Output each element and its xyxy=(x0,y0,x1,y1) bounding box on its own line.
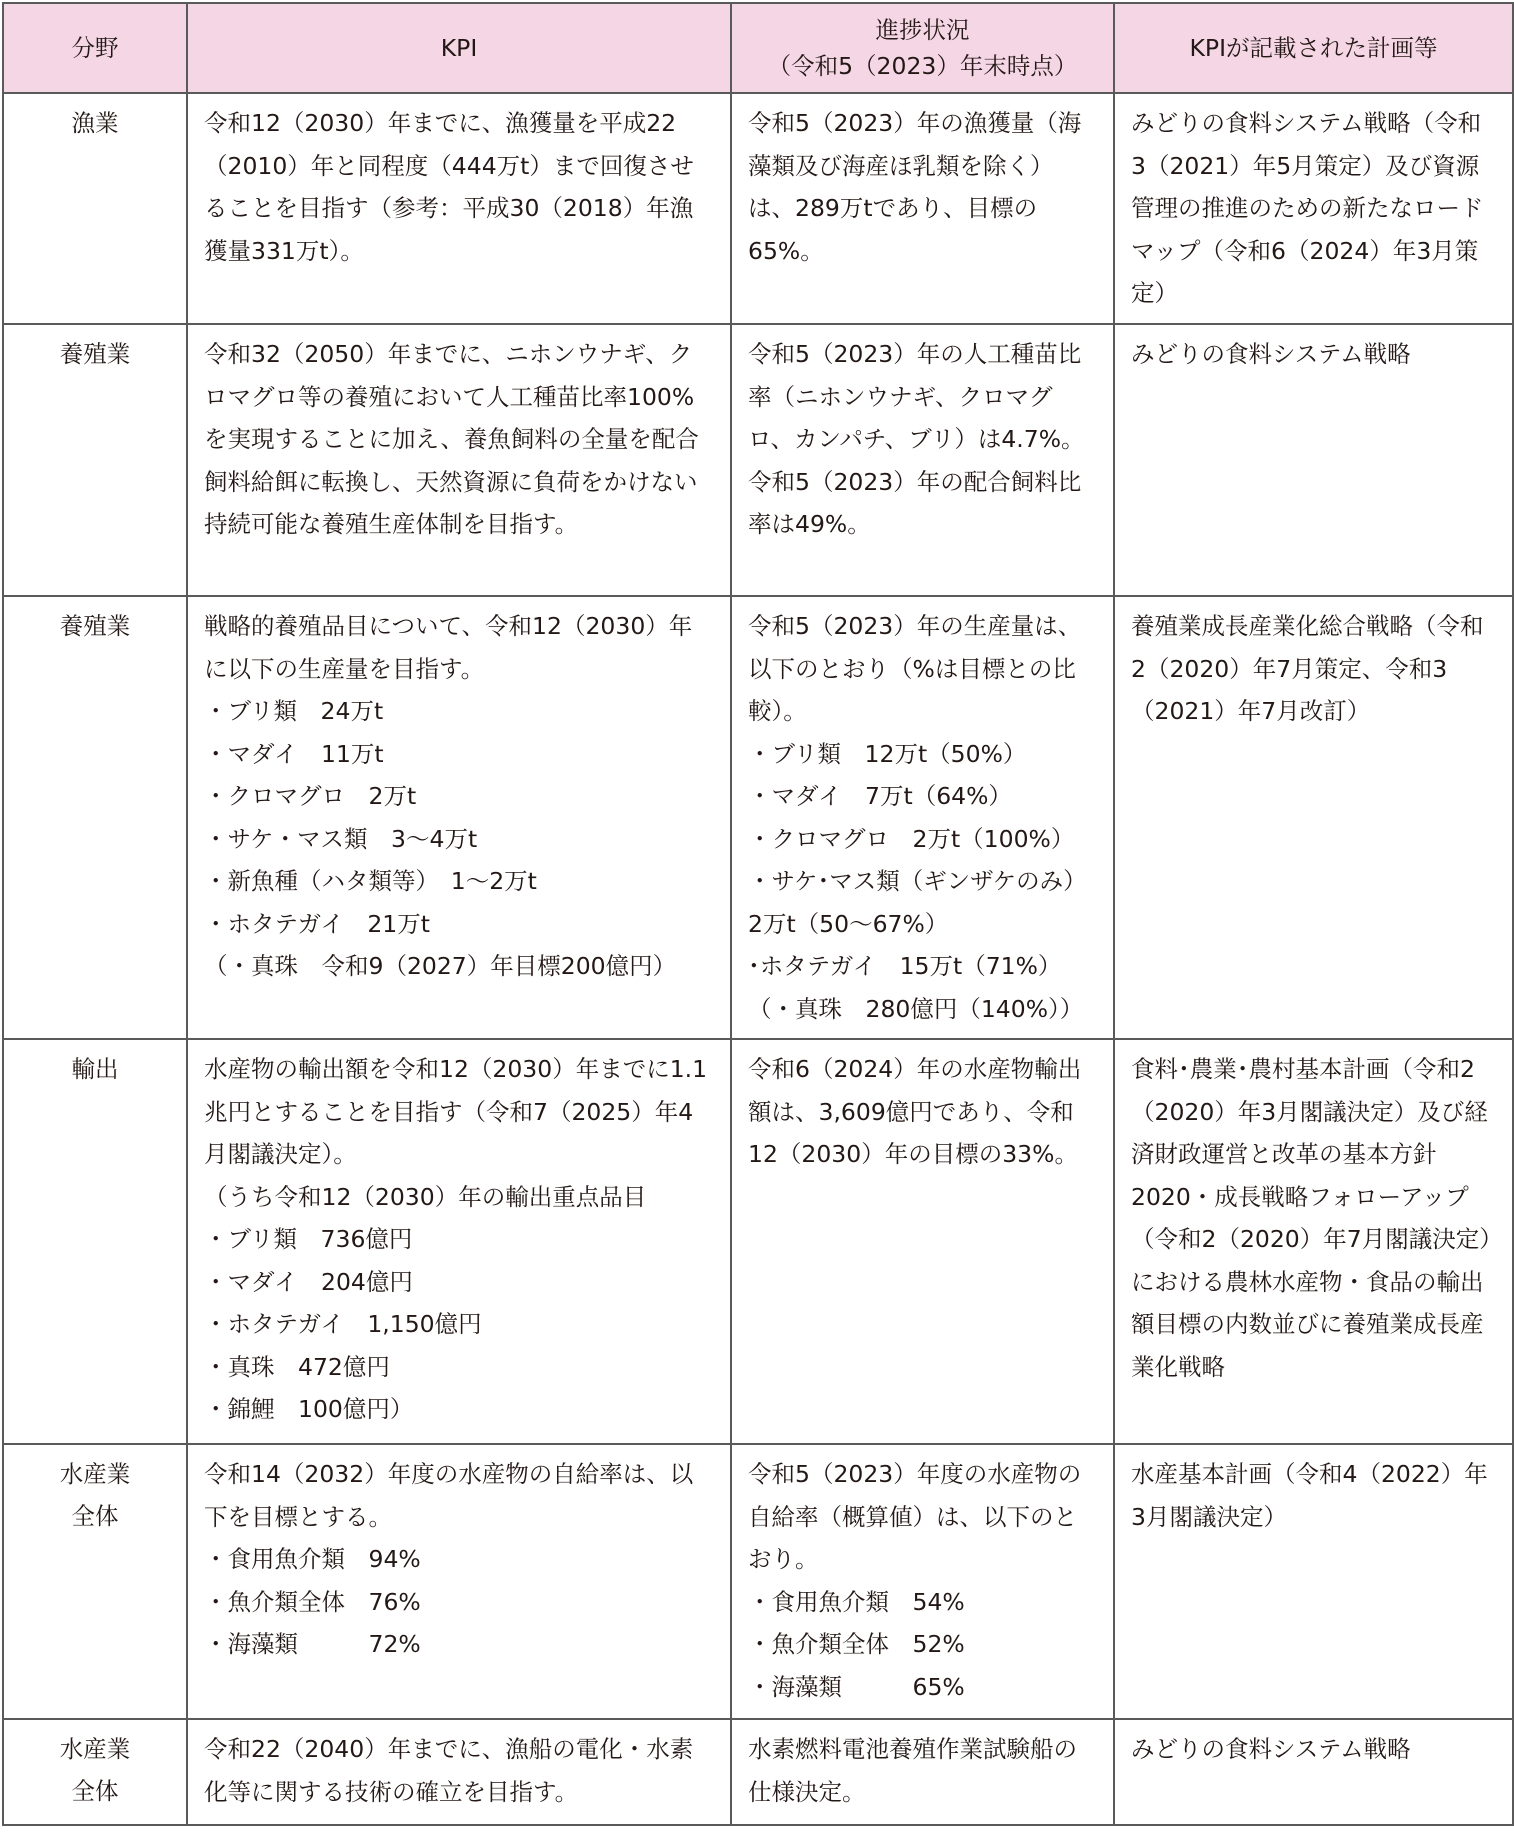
cell-kpi-text: ・ブリ類 736億円 xyxy=(204,1225,413,1253)
cell-progress-text: ・ブリ類 12万t（50%） xyxy=(748,739,1027,768)
header-progress-label: 進捗状況 xyxy=(875,16,970,44)
header-field-label: 分野 xyxy=(71,34,119,62)
cell-progress xyxy=(731,1039,1114,1444)
header-plan xyxy=(1114,3,1513,93)
cell-progress-text: ・海藻類 65% xyxy=(748,1672,965,1701)
cell-progress-text: 令和5（2023）年度の水産物の自給率（概算値）は、以下のとおり。 xyxy=(748,1460,1082,1573)
table-row xyxy=(3,1719,1513,1825)
cell-plan xyxy=(1114,1039,1513,1444)
cell-field xyxy=(3,1444,187,1719)
cell-plan xyxy=(1114,324,1513,596)
cell-kpi-text: ・マダイ 204億円 xyxy=(204,1267,413,1296)
header-kpi xyxy=(187,3,731,93)
cell-plan-text: 水産基本計画（令和4（2022）年3月閣議決定） xyxy=(1131,1460,1488,1531)
table-row xyxy=(3,1039,1513,1444)
table-row xyxy=(3,324,1513,596)
header-progress xyxy=(731,3,1114,93)
cell-progress xyxy=(731,1444,1114,1719)
cell-kpi-text: 令和32（2050）年までに、ニホンウナギ、クロマグロ等の養殖において人工種苗比率100%を実現することに加え、養魚飼料の全量を配合飼料給餌に転換し、天然資源に負荷をかけない持続可能な養殖生産体制を目指す。 xyxy=(204,340,699,538)
cell-progress xyxy=(731,1719,1114,1825)
cell-kpi xyxy=(187,1444,731,1719)
cell-kpi-text: 令和12（2030）年までに、漁獲量を平成22（2010）年と同程度（444万t）まで回復させることを目指す（参考：平成30（2018）年漁獲量331万t）。 xyxy=(204,109,694,265)
cell-progress-text: ・クロマグロ 2万t（100%） xyxy=(748,824,1075,853)
header-row xyxy=(3,3,1513,93)
cell-kpi xyxy=(187,1039,731,1444)
cell-kpi-text: 令和14（2032）年度の水産物の自給率は、以下を目標とする。 xyxy=(204,1460,694,1531)
cell-kpi-text: ・真珠 472億円 xyxy=(204,1352,390,1381)
cell-progress xyxy=(731,93,1114,324)
cell-progress-text: 令和5（2023）年の人工種苗比率（ニホンウナギ、クロマグロ、カンパチ、ブリ）は4.7%。 xyxy=(748,340,1085,453)
cell-field-text: 全体 xyxy=(71,1777,119,1805)
cell-progress-text: ・サケ･マス類（ギンザケのみ）2万t（50〜67%） xyxy=(748,867,1087,938)
cell-field xyxy=(3,93,187,324)
cell-kpi-text: ・海藻類 72% xyxy=(204,1630,421,1658)
cell-kpi-text: ・ホタテガイ 21万t xyxy=(204,909,430,938)
kpi-table xyxy=(2,2,1514,1826)
cell-kpi-text: ・サケ・マス類 3〜4万t xyxy=(204,824,478,853)
cell-plan xyxy=(1114,1719,1513,1825)
header-kpi-label: KPI xyxy=(440,34,478,62)
cell-progress-text: ・魚介類全体 52% xyxy=(748,1630,965,1658)
cell-kpi-text: ・ブリ類 24万t xyxy=(204,697,384,725)
cell-plan-text: みどりの食料システム戦略 xyxy=(1131,1735,1411,1763)
cell-progress-text: （・真珠 280億円（140%）） xyxy=(748,994,1084,1023)
cell-plan xyxy=(1114,596,1513,1039)
cell-kpi xyxy=(187,1719,731,1825)
cell-progress-text: 水素燃料電池養殖作業試験船の仕様決定。 xyxy=(748,1735,1077,1806)
cell-kpi-text: ・クロマグロ 2万t xyxy=(204,782,417,810)
cell-progress-text: 令和5（2023）年の漁獲量（海藻類及び海産ほ乳類を除く）は、289万tであり、目標の65%。 xyxy=(748,109,1082,265)
cell-plan xyxy=(1114,1444,1513,1719)
table-row xyxy=(3,93,1513,324)
cell-field-text: 輸出 xyxy=(71,1055,119,1083)
header-progress-sublabel: （令和5（2023）年末時点） xyxy=(767,52,1078,80)
cell-kpi-text: ・食用魚介類 94% xyxy=(204,1545,421,1573)
cell-plan-text: 養殖業成長産業化総合戦略（令和2（2020）年7月策定、令和3（2021）年7月改訂） xyxy=(1131,612,1484,725)
cell-progress-text: ・マダイ 7万t（64%） xyxy=(748,782,1012,810)
cell-field xyxy=(3,324,187,596)
cell-field xyxy=(3,1039,187,1444)
cell-kpi-text: 水産物の輸出額を令和12（2030）年までに1.1兆円とすることを目指す（令和7（2025）年4月閣議決定）。 xyxy=(204,1055,708,1168)
cell-plan-text: 食料･農業･農村基本計画（令和2（2020）年3月閣議決定）及び経済財政運営と改革の基本方針2020・成長戦略フォローアップ（令和2（2020）年7月閣議決定）における農林水産物・食品の輸出額目標の内数並びに養殖業成長産業化戦略 xyxy=(1131,1055,1491,1381)
cell-progress-text: 令和5（2023）年の生産量は、以下のとおり（%は目標との比較）。 xyxy=(748,612,1082,725)
cell-field-text: 水産業 xyxy=(59,1735,131,1763)
cell-plan-text: みどりの食料システム戦略（令和3（2021）年5月策定）及び資源管理の推進のための新たなロードマップ（令和6（2024）年3月策定） xyxy=(1131,109,1484,307)
cell-kpi xyxy=(187,93,731,324)
cell-field-text: 養殖業 xyxy=(59,340,131,368)
cell-field-text: 水産業 xyxy=(59,1460,131,1488)
cell-kpi-text: （うち令和12（2030）年の輸出重点品目 xyxy=(204,1182,647,1211)
cell-plan-text: みどりの食料システム戦略 xyxy=(1131,340,1411,368)
cell-plan xyxy=(1114,93,1513,324)
header-field xyxy=(3,3,187,93)
cell-kpi-text: 戦略的養殖品目について、令和12（2030）年に以下の生産量を目指す。 xyxy=(204,612,693,683)
cell-field-text: 養殖業 xyxy=(59,612,131,640)
cell-kpi-text: ・マダイ 11万t xyxy=(204,739,384,768)
cell-kpi-text: ・新魚種（ハタ類等） 1〜2万t xyxy=(204,867,537,895)
cell-kpi-text: （・真珠 令和9（2027）年目標200億円） xyxy=(204,952,677,980)
cell-field xyxy=(3,1719,187,1825)
table-row xyxy=(3,1444,1513,1719)
cell-progress-text: 令和5（2023）年の配合飼料比率は49%。 xyxy=(748,467,1082,538)
cell-field-text: 漁業 xyxy=(71,109,119,137)
cell-kpi-text: ・錦鯉 100億円） xyxy=(204,1395,414,1423)
cell-progress-text: 令和6（2024）年の水産物輸出額は、3,609億円であり、令和12（2030）年の目標の33%。 xyxy=(748,1055,1082,1168)
cell-kpi xyxy=(187,596,731,1039)
table-row xyxy=(3,596,1513,1039)
cell-kpi xyxy=(187,324,731,596)
cell-progress-text: ・食用魚介類 54% xyxy=(748,1587,965,1616)
cell-progress xyxy=(731,324,1114,596)
cell-kpi-text: ・魚介類全体 76% xyxy=(204,1587,421,1616)
header-plan-label: KPIが記載された計画等 xyxy=(1189,34,1438,62)
cell-progress-text: ･ホタテガイ 15万t（71%） xyxy=(748,952,1062,980)
cell-field xyxy=(3,596,187,1039)
cell-progress xyxy=(731,596,1114,1039)
table-body xyxy=(3,93,1513,1825)
cell-field-text: 全体 xyxy=(71,1502,119,1530)
cell-kpi-text: 令和22（2040）年までに、漁船の電化・水素化等に関する技術の確立を目指す。 xyxy=(204,1735,694,1806)
cell-kpi-text: ・ホタテガイ 1,150億円 xyxy=(204,1310,482,1338)
